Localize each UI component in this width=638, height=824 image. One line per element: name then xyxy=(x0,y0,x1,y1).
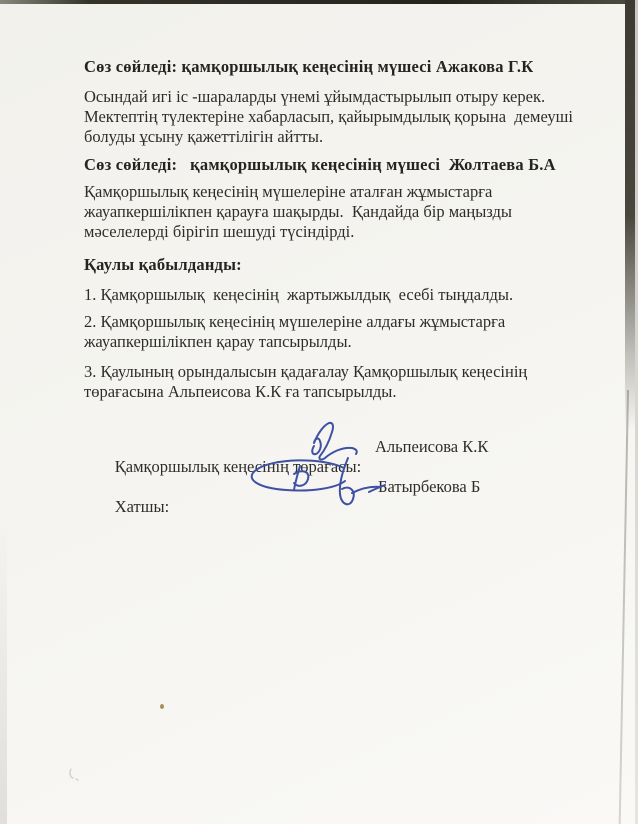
scan-dot xyxy=(160,704,164,709)
secretary-signature xyxy=(244,452,390,514)
scan-edge-right xyxy=(625,0,635,430)
resolution-item-2: 2. Қамқоршылық кеңесінің мүшелеріне алдағы жұмыстарға жауапкершілікпен қарау тапсырылды. xyxy=(84,312,510,351)
speech-paragraph-2: Қамқоршылық кеңесінің мүшелеріне аталған жұмыстарға жауапкершілікпен қарауға шақырды. Қандайда бір маңызды мәселелерді бірігіп шешуді түсіндірді. xyxy=(84,182,517,241)
page-edge-line xyxy=(618,390,629,824)
scan-edge-top xyxy=(0,0,638,4)
speech-paragraph-1: Осындай игі іс -шараларды үнемі ұйымдастырылып отыру керек. Мектептің түлектеріне хабарласып, қайырымдылық қорына демеуші болуды ұсыну қажеттілігін айтты. xyxy=(84,87,582,146)
secretary-name: Батырбекова Б xyxy=(378,477,481,496)
speaker-heading-1: Сөз сөйледі: қамқоршылық кеңесінің мүшесі Ажакова Г.К xyxy=(84,57,534,76)
resolution-item-3: 3. Қаулының орындалысын қадағалау Қамқоршылық кеңесінің төрағасына Альпеисова К.К ға тапсырылды. xyxy=(84,362,536,401)
scan-speckle xyxy=(64,766,84,786)
secretary-label: Хатшы: xyxy=(114,497,170,516)
speaker-heading-2: Сөз сөйледі: қамқоршылық кеңесінің мүшесі Жолтаева Б.А xyxy=(84,155,556,174)
chairman-label: Қамқоршылық кеңесінің төрағасы: xyxy=(114,457,362,476)
chairman-name: Альпеисова К.К xyxy=(375,437,489,456)
scan-edge-left xyxy=(0,514,7,824)
resolution-heading: Қаулы қабылданды: xyxy=(84,255,242,274)
resolution-item-1: 1. Қамқоршылық кеңесінің жартыжылдық есебі тыңдалды. xyxy=(84,285,514,304)
